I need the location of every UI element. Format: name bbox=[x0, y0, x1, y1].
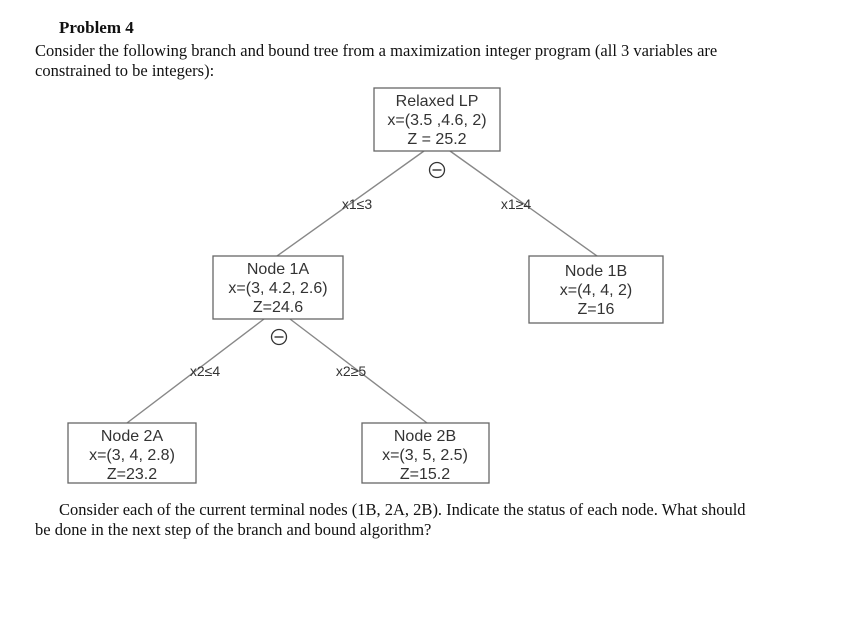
node-name: Node 1B bbox=[564, 263, 628, 280]
node-solution: x=(4, 4, 2) bbox=[559, 282, 633, 299]
question-text-line-1: Consider each of the current terminal nodes (1B, 2A, 2B). Indicate the status of each node. What should bbox=[59, 500, 746, 519]
question-text-line-2: be done in the next step of the branch and bound algorithm? bbox=[35, 520, 432, 539]
edge-label-x2-ge-5: x2≥5 bbox=[335, 363, 367, 379]
edge-label-x1-le-3: x1≤3 bbox=[341, 196, 373, 212]
node-solution: x=(3, 4, 2.8) bbox=[89, 447, 175, 464]
node-name: Node 2A bbox=[100, 428, 164, 445]
node-solution: x=(3, 4.2, 2.6) bbox=[228, 280, 328, 297]
node-objective: Z=24.6 bbox=[252, 299, 304, 316]
node-2a bbox=[68, 423, 196, 483]
branch-marker-icon bbox=[430, 163, 445, 178]
node-objective: Z=15.2 bbox=[399, 466, 451, 483]
node-2b bbox=[362, 423, 489, 483]
node-solution: x=(3, 5, 2.5) bbox=[382, 447, 468, 464]
intro-text-line-1: Consider the following branch and bound tree from a maximization integer program (all 3 variables are bbox=[35, 41, 718, 60]
edge-label-x2-le-4: x2≤4 bbox=[189, 363, 221, 379]
node-1a bbox=[213, 256, 343, 319]
node-objective: Z = 25.2 bbox=[407, 131, 467, 148]
node-name: Node 1A bbox=[246, 261, 310, 278]
edge-label-x1-ge-4: x1≥4 bbox=[500, 196, 532, 212]
branch-marker-icon bbox=[272, 330, 287, 345]
intro-text-line-2: constrained to be integers): bbox=[35, 61, 215, 80]
node-name: Node 2B bbox=[393, 428, 457, 445]
node-objective: Z=23.2 bbox=[106, 466, 158, 483]
node-name: Relaxed LP bbox=[395, 93, 479, 110]
node-relaxed-lp bbox=[374, 88, 500, 151]
problem-title: Problem 4 bbox=[59, 18, 134, 37]
node-1b bbox=[529, 256, 663, 323]
node-objective: Z=16 bbox=[577, 301, 615, 318]
node-solution: x=(3.5 ,4.6, 2) bbox=[387, 112, 487, 129]
